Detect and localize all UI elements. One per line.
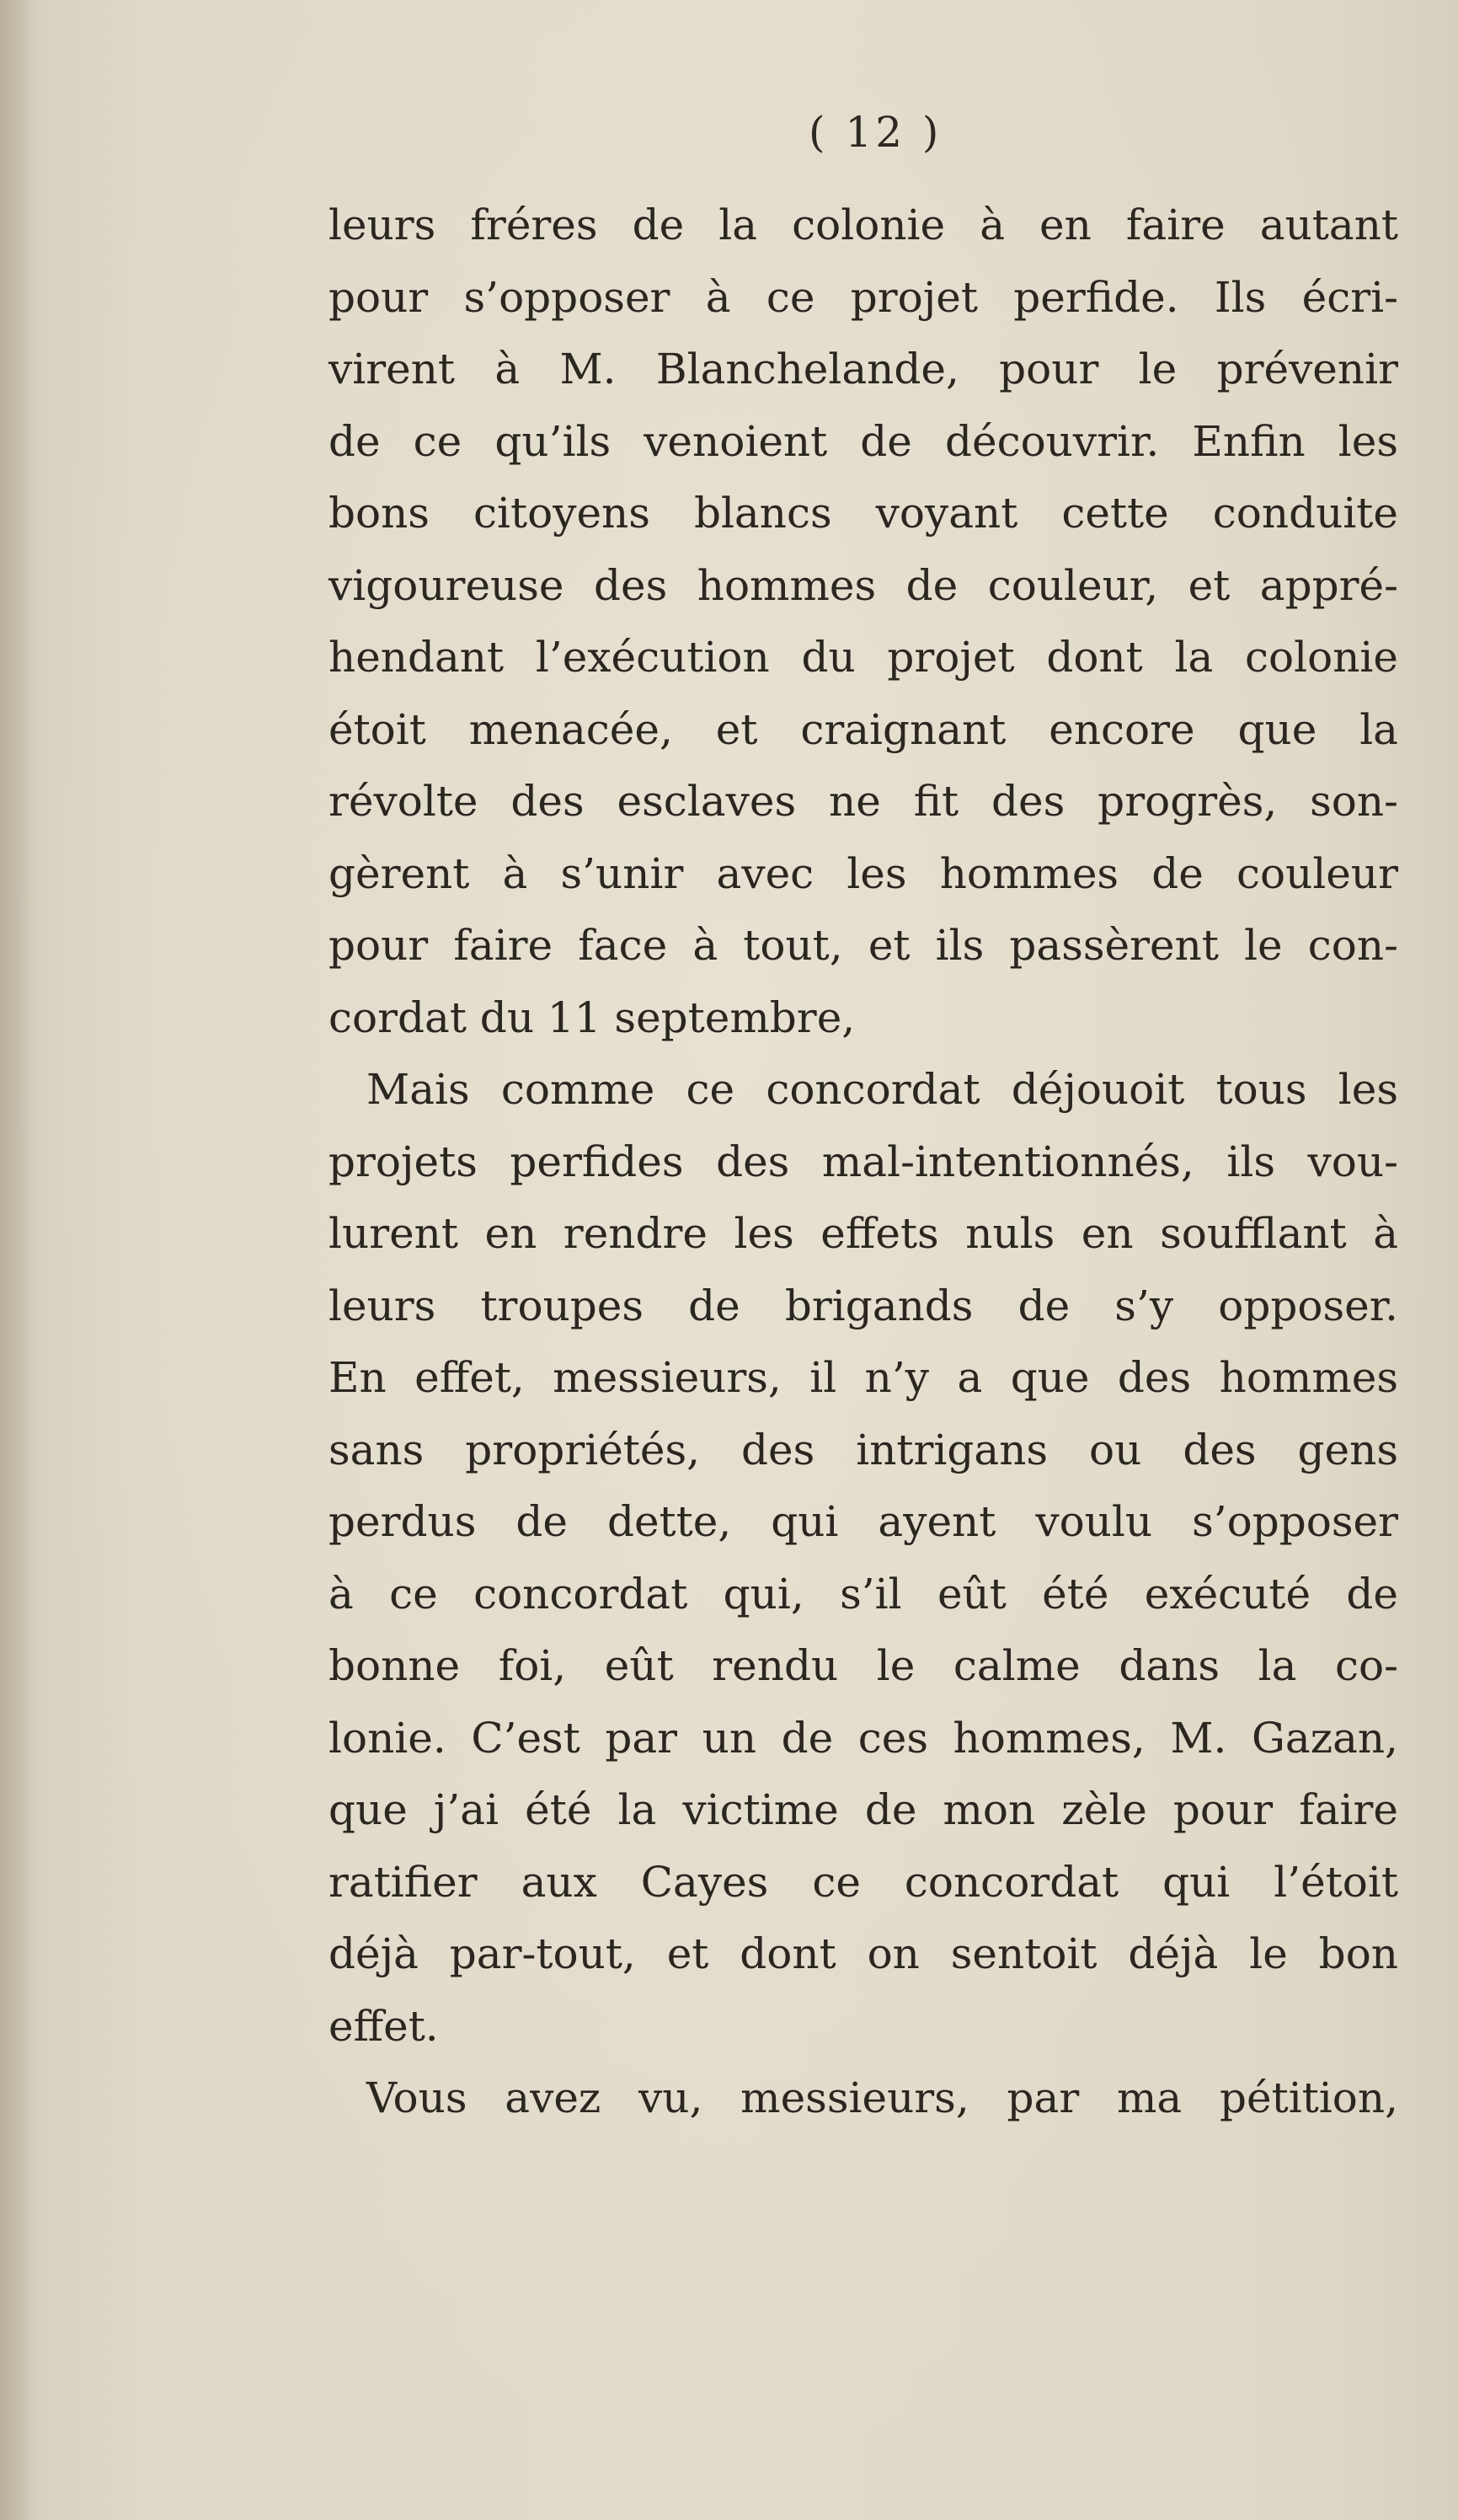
text-line: leurs fréres de la colonie à en faire autant (328, 201, 1398, 249)
text-line: cordat du 11 septembre, (328, 992, 856, 1042)
body-text (328, 190, 1398, 2135)
text-line: perdus de dette, qui ayent voulu s’opposer (328, 1497, 1398, 1546)
text-line: déjà par-tout, et dont on sentoit déjà le bon (328, 1929, 1398, 1978)
text-line: révolte des esclaves ne fit des progrès, son- (328, 777, 1398, 826)
text-line: pour s’opposer à ce projet perfide. Ils écri- (328, 272, 1398, 322)
text-line: sans propriétés, des intrigans ou des gens (328, 1425, 1398, 1474)
text-line: bonne foi, eût rendu le calme dans la co- (328, 1641, 1398, 1690)
text-line: projets perfides des mal-intentionnés, ils vou- (328, 1137, 1398, 1186)
text-line: pour faire face à tout, et ils passèrent le con- (328, 921, 1398, 970)
page-edge-shadow (0, 0, 34, 2520)
page-number: ( 12 ) (809, 108, 943, 157)
text-line: lonie. C’est par un de ces hommes, M. Gazan, (328, 1713, 1398, 1763)
text-line: ratifier aux Cayes ce concordat qui l’étoit (328, 1857, 1398, 1907)
text-line: bons citoyens blancs voyant cette conduite (328, 489, 1398, 538)
text-line: En effet, messieurs, il n’y a que des hommes (328, 1353, 1398, 1402)
text-line: virent à M. Blanchelande, pour le prévenir (328, 345, 1398, 393)
text-line: effet. (328, 2001, 439, 2051)
text-line: à ce concordat qui, s’il eût été exécuté de (328, 1569, 1398, 1618)
text-line: Mais comme ce concordat déjouoit tous les (366, 1065, 1398, 1114)
text-line: gèrent à s’unir avec les hommes de couleur (328, 848, 1398, 898)
text-line: leurs troupes de brigands de s’y opposer. (328, 1281, 1398, 1330)
text-line: étoit menacée, et craignant encore que la (328, 704, 1398, 754)
text-line: hendant l’exécution du projet dont la colonie (328, 633, 1398, 682)
text-line: de ce qu’ils venoient de découvrir. Enfin les (328, 416, 1398, 466)
text-line: Vous avez vu, messieurs, par ma pétition, (366, 2073, 1398, 2122)
text-line: lurent en rendre les effets nuls en soufflant à (328, 1209, 1398, 1258)
text-line: que j’ai été la victime de mon zèle pour faire (328, 1785, 1398, 1834)
text-line: vigoureuse des hommes de couleur, et appré- (328, 560, 1398, 610)
